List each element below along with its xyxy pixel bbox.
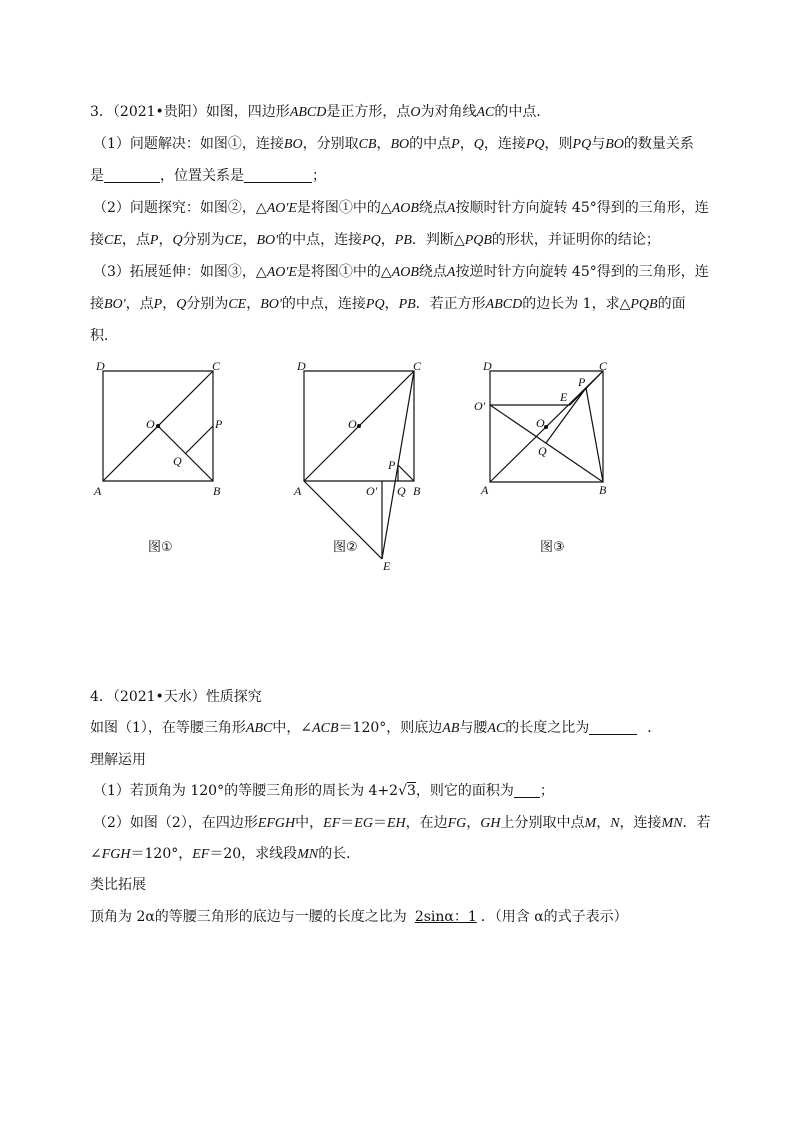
q3-var: PQB xyxy=(630,297,658,312)
label-q: Q xyxy=(397,484,406,498)
q4-line-2 xyxy=(93,782,554,800)
q3-var: PQ xyxy=(362,233,381,248)
q3-var: CE xyxy=(224,233,243,248)
answer-blank[interactable] xyxy=(589,720,637,735)
q3-text: ， xyxy=(384,296,399,312)
q4-heading-2 xyxy=(90,751,146,769)
q4-subheading: 理解运用 xyxy=(90,752,146,768)
q3-var: P xyxy=(153,297,163,312)
label-b: B xyxy=(213,484,221,498)
q3-var: PB xyxy=(398,297,416,312)
q3-text: （3）拓展延伸：如图③，△ xyxy=(93,264,267,280)
q3-text: ，点 xyxy=(125,296,154,312)
q3-source: （2021•贵阳） xyxy=(112,104,206,120)
q3-text: （2）问题探究：如图②，△ xyxy=(93,200,267,216)
q3-text: ； xyxy=(312,168,326,184)
q3-text: 的面 xyxy=(657,296,686,312)
q3-var: PQ xyxy=(525,137,545,152)
q4-title: 性质探究 xyxy=(205,689,262,705)
q3-text: 的中点，连接 xyxy=(278,232,363,248)
q3-var: A xyxy=(446,201,456,216)
q4-radicand: 3 xyxy=(407,783,416,799)
q4-var: AB xyxy=(442,721,460,736)
q3-text: ， xyxy=(158,232,173,248)
q3-text: 是 xyxy=(90,168,104,184)
q4-text: ＝ xyxy=(372,815,387,831)
q3-var: PB xyxy=(394,233,412,248)
q3-text: 绕点 xyxy=(418,264,447,280)
q3-var: CE xyxy=(104,233,122,248)
q3-var: AO'E xyxy=(266,265,297,280)
q4-var: AC xyxy=(487,721,506,736)
q3-var: P xyxy=(149,233,159,248)
figure-1-caption: 图① xyxy=(148,540,173,555)
q4-var: MN xyxy=(661,816,683,831)
q3-text: 分别为 xyxy=(182,232,225,248)
q4-text: ∠ xyxy=(90,846,102,862)
q3-text: ，点 xyxy=(121,232,150,248)
q4-line-3 xyxy=(93,814,711,833)
q4-var: EG xyxy=(354,816,373,831)
label-c: C xyxy=(599,359,608,373)
label-d: D xyxy=(96,359,105,373)
q3-var: Q xyxy=(473,137,484,152)
q3-var: AOB xyxy=(391,201,419,216)
q4-var: EF xyxy=(192,847,210,862)
q3-text: 的中点，连接 xyxy=(281,296,366,312)
q3-var: AO'E xyxy=(266,201,297,216)
label-a: A xyxy=(481,483,489,497)
label-o: O xyxy=(348,417,357,431)
q4-text: 顶角为 2α的等腰三角形的底边与一腰的长度之比为 xyxy=(90,909,407,925)
q4-text: ， xyxy=(466,815,481,831)
q3-text: ，位置关系是 xyxy=(160,168,244,184)
q4-text: 的长． xyxy=(318,846,361,862)
label-q: Q xyxy=(538,444,547,458)
q4-text: ＝120°， xyxy=(130,846,193,862)
q3-text: ，则 xyxy=(544,136,573,152)
q4-var: FGH xyxy=(101,847,131,862)
q3-var: BO xyxy=(605,137,624,152)
q3-text: （1）问题解决：如图①，连接 xyxy=(93,136,284,152)
figure-2-caption: 图② xyxy=(333,540,358,555)
q4-text: ．若 xyxy=(682,815,711,831)
q4-var: ACB xyxy=(312,721,339,736)
q3-var: AC xyxy=(476,105,495,120)
q4-text: 如图（1），在等腰三角形 xyxy=(90,720,246,736)
label-o-prime: O' xyxy=(366,484,378,498)
q4-text: ＝20，求线段 xyxy=(209,846,298,862)
q4-text: ．（用含 α的式子表示） xyxy=(480,909,628,925)
q3-text: 是将图①中的△ xyxy=(296,200,392,216)
q3-var: PQ xyxy=(572,137,592,152)
q3-text: 是正方形，点 xyxy=(326,104,411,120)
label-p: P xyxy=(578,375,586,389)
q3-text: ．判断△ xyxy=(411,232,465,248)
q3-text: 的中点 xyxy=(409,136,452,152)
q3-var: BO' xyxy=(256,233,279,248)
q3-text: ， xyxy=(376,136,391,152)
q4-source: （2021•天水） xyxy=(112,689,206,705)
q3-text: 如图，四边形 xyxy=(205,104,290,120)
label-o: O xyxy=(146,417,155,431)
q3-var: PQ xyxy=(365,297,385,312)
q3-text: 积． xyxy=(90,328,118,344)
q3-var: BO' xyxy=(260,297,282,312)
label-c: C xyxy=(413,359,422,373)
q4-var: GH xyxy=(480,816,501,831)
q3-var: CB xyxy=(358,137,377,152)
q4-text: 中， xyxy=(295,815,324,831)
label-b: B xyxy=(413,484,421,498)
q3-text: 的边长为 1，求△ xyxy=(522,296,631,312)
q4-var: MN xyxy=(297,847,319,862)
q4-text: ， xyxy=(596,815,611,831)
q3-number: 3． xyxy=(90,104,113,120)
q4-text: 上分别取中点 xyxy=(500,815,585,831)
q4-var: N xyxy=(610,816,620,831)
q3-text: ， xyxy=(380,232,395,248)
label-d: D xyxy=(483,359,492,373)
q3-var: BO xyxy=(390,137,410,152)
q3-var: PQB xyxy=(464,233,492,248)
label-e: E xyxy=(560,390,568,404)
q4-line-4 xyxy=(90,845,360,864)
q3-text: 是将图①中的△ xyxy=(296,264,392,280)
label-a: A xyxy=(94,484,102,498)
q4-text: （1）若顶角为 120°的等腰三角形的周长为 4+2 xyxy=(93,783,399,799)
q4-text: ； xyxy=(539,783,554,799)
figure-3-caption: 图③ xyxy=(540,540,565,555)
label-o: O xyxy=(536,416,545,430)
q4-text: ． xyxy=(647,720,662,736)
q4-text: 与腰 xyxy=(459,720,488,736)
q3-text: 按顺时针方向旋转 45°得到的三角形，连 xyxy=(455,200,709,216)
q3-var: A xyxy=(446,265,456,280)
q3-text: 的中点． xyxy=(494,104,551,120)
q4-var: ABC xyxy=(245,721,273,736)
segment-pb xyxy=(586,388,603,482)
q3-text: ，分别取 xyxy=(302,136,359,152)
q3-text: 与 xyxy=(591,136,606,152)
q3-var: AOB xyxy=(391,265,419,280)
q3-text: ．若正方形 xyxy=(415,296,486,312)
q4-line-5 xyxy=(90,908,628,926)
q3-text: ，连接 xyxy=(483,136,526,152)
q3-text: 绕点 xyxy=(418,200,447,216)
q4-var: EH xyxy=(386,816,406,831)
q4-text: ，则它的面积为 xyxy=(415,783,514,799)
q4-line-1 xyxy=(90,719,661,738)
q3-var: O xyxy=(410,105,421,120)
q4-subheading: 类比拓展 xyxy=(90,877,146,893)
label-o-prime: O' xyxy=(474,399,486,413)
q3-text: 分别为 xyxy=(186,296,229,312)
label-p: P xyxy=(388,458,396,472)
q3-var: ABCD xyxy=(485,297,523,312)
answer-filled: 2sinα：1 xyxy=(414,909,477,925)
q3-var: BO' xyxy=(104,297,126,312)
label-b: B xyxy=(599,483,607,497)
q4-heading-3 xyxy=(90,876,146,894)
q3-text: 接 xyxy=(90,296,104,312)
q3-var: ABCD xyxy=(289,105,327,120)
q4-var: M xyxy=(584,816,597,831)
q4-text: ＝120°，则底边 xyxy=(338,720,443,736)
q4-var: EFGH xyxy=(257,816,296,831)
q3-text: ， xyxy=(242,232,257,248)
q3-text: 的形状，并证明你的结论； xyxy=(491,232,660,248)
q3-text: 为对角线 xyxy=(420,104,477,120)
q3-text: ， xyxy=(246,296,261,312)
q4-text: 的长度之比为 xyxy=(505,720,590,736)
q4-number: 4． xyxy=(90,689,113,705)
q4-text: ，连接 xyxy=(619,815,662,831)
label-c: C xyxy=(212,359,221,373)
q3-var: Q xyxy=(176,297,187,312)
q3-text: ， xyxy=(162,296,177,312)
q3-var: BO xyxy=(283,137,303,152)
label-d: D xyxy=(297,359,306,373)
q4-text: ，在边 xyxy=(405,815,448,831)
q4-var: FG xyxy=(447,816,467,831)
q3-text: 接 xyxy=(90,232,104,248)
q3-text: ， xyxy=(459,136,474,152)
label-q: Q xyxy=(173,454,182,468)
sqrt-symbol: √ xyxy=(398,783,407,799)
answer-blank[interactable] xyxy=(514,783,540,798)
q4-line-title xyxy=(90,688,262,706)
label-a: A xyxy=(294,484,302,498)
q3-var: P xyxy=(451,137,460,152)
q4-text: ＝ xyxy=(340,815,355,831)
q3-var: CE xyxy=(228,297,247,312)
q3-var: Q xyxy=(172,233,183,248)
label-p: P xyxy=(215,417,223,431)
q4-text: 中，∠ xyxy=(272,720,313,736)
q3-text: 按逆时针方向旋转 45°得到的三角形，连 xyxy=(455,264,709,280)
q3-text: 的数量关系 xyxy=(623,136,694,152)
label-e: E xyxy=(383,559,391,573)
q4-var: EF xyxy=(323,816,341,831)
q4-text: （2）如图（2），在四边形 xyxy=(93,815,258,831)
